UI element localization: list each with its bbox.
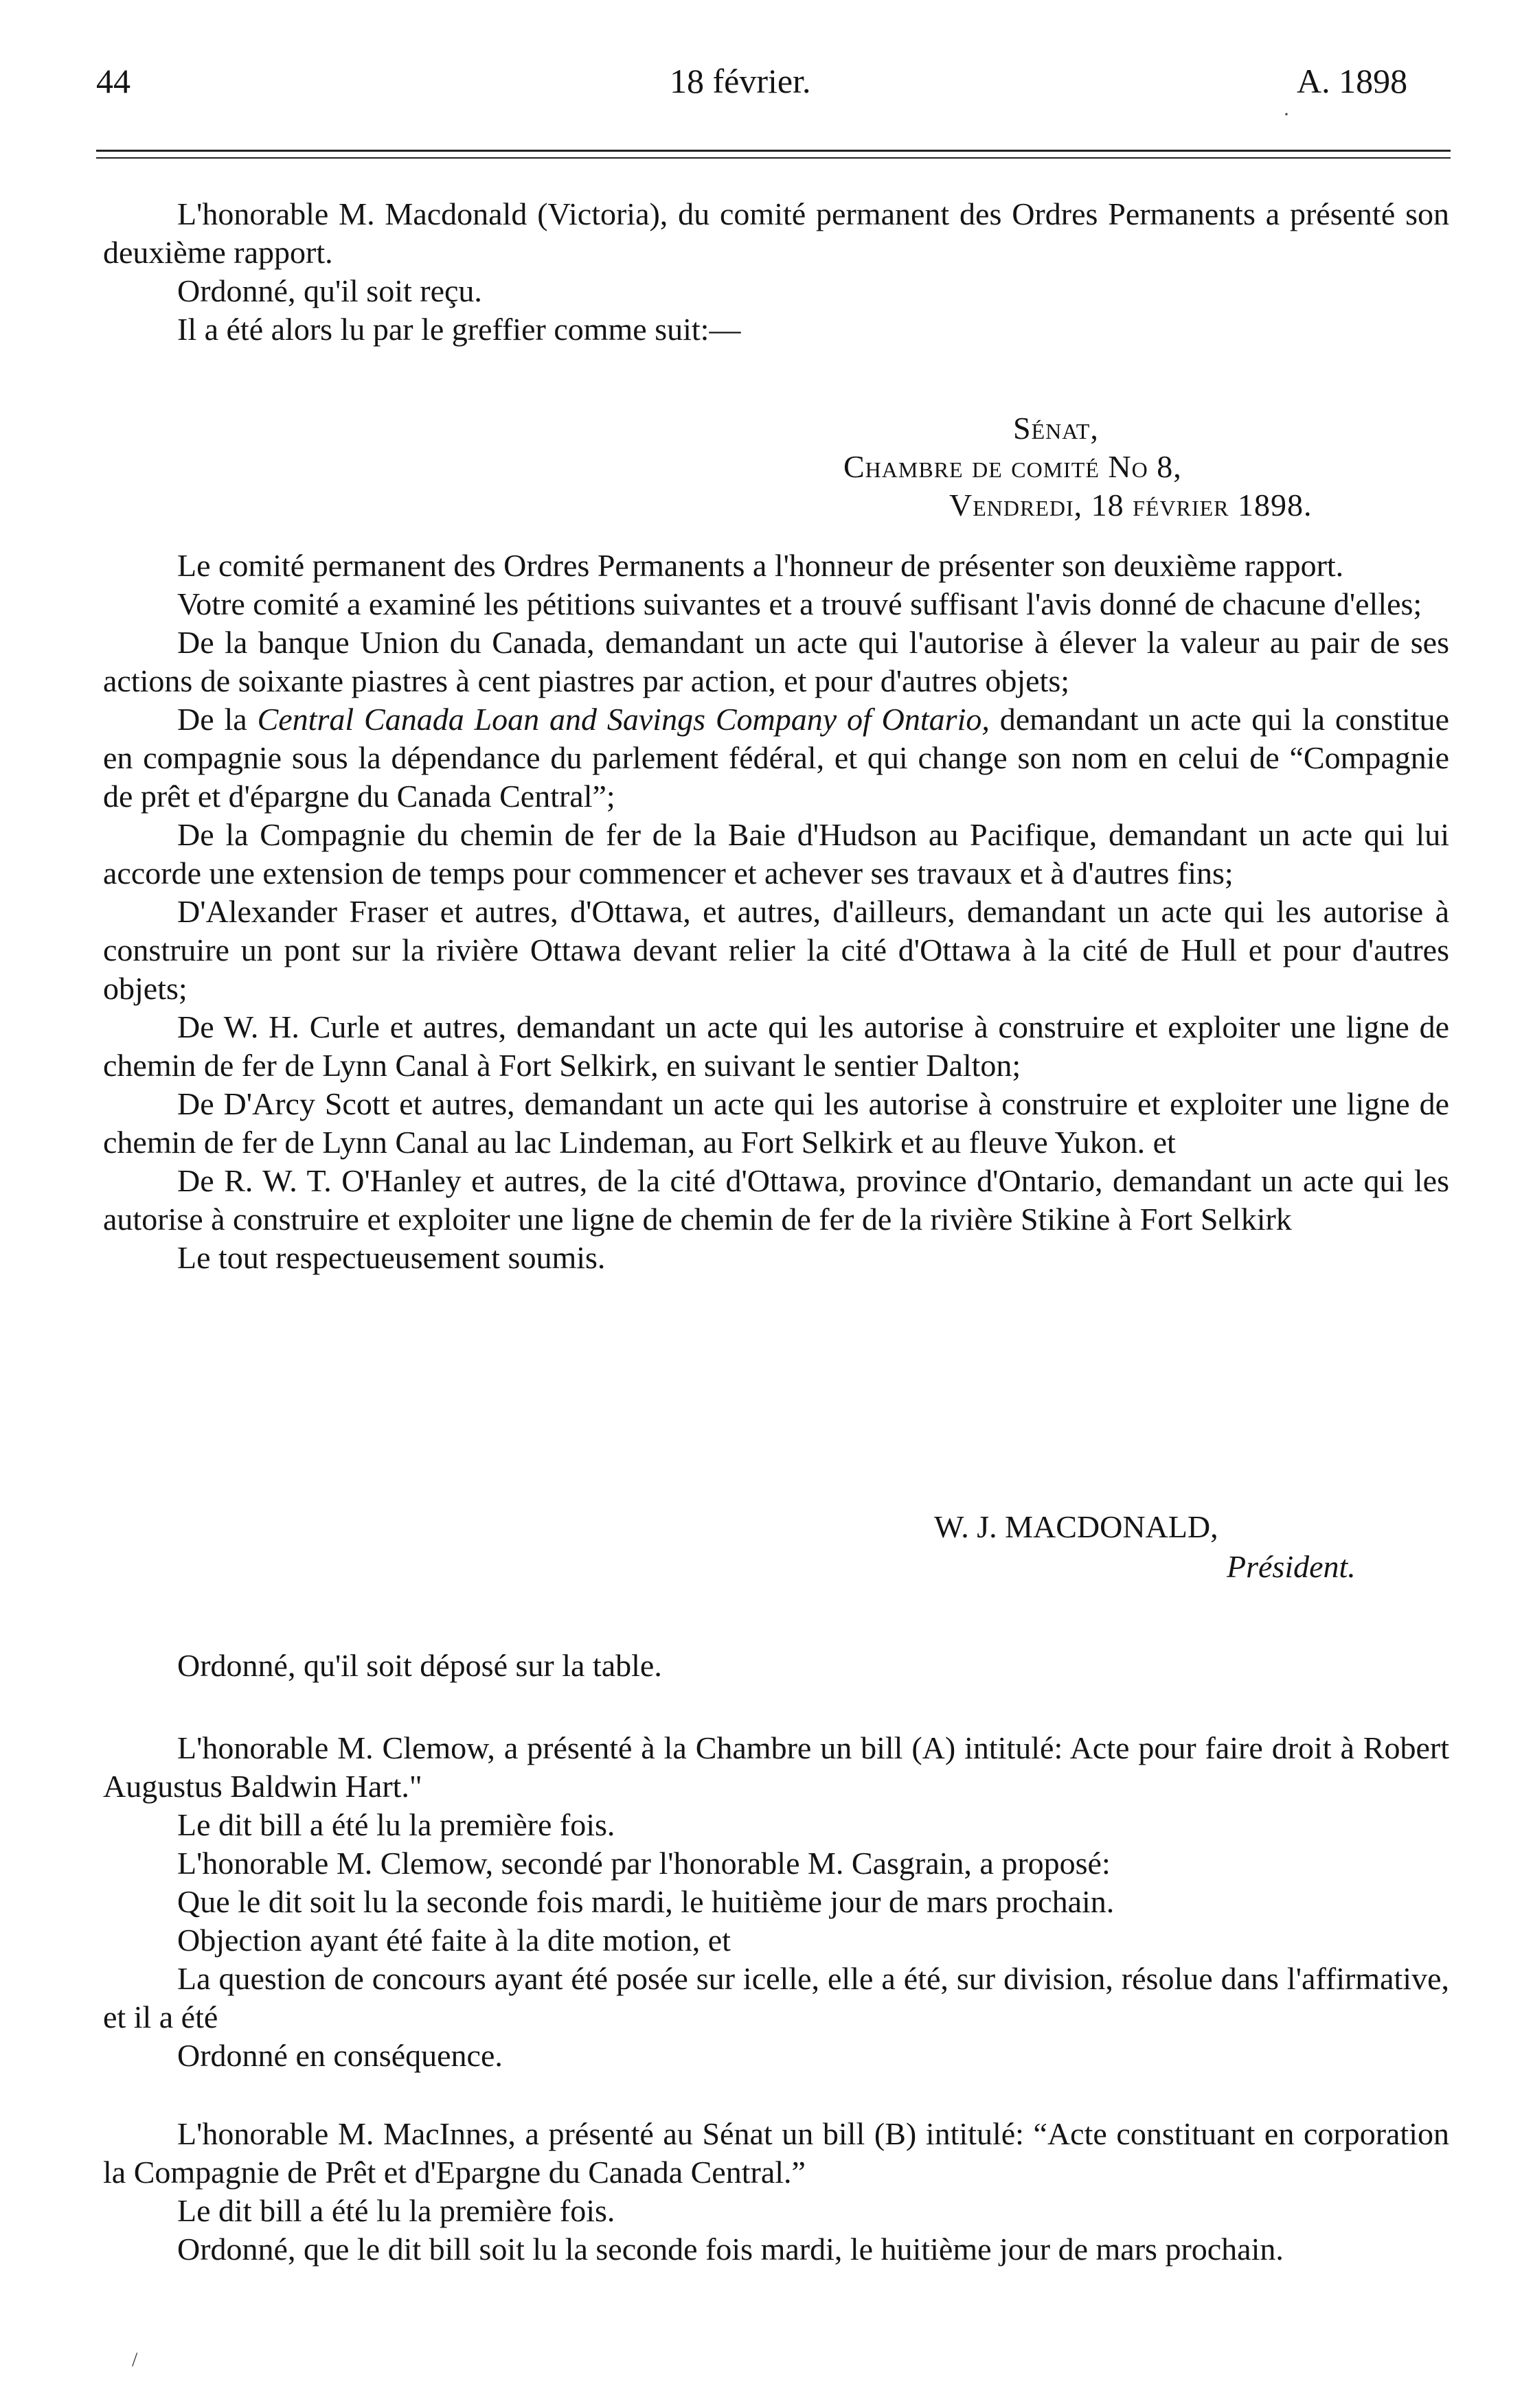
company-name-italic: Central Canada Loan and Savings Company of Ontario, (257, 702, 990, 737)
paragraph: Il a été alors lu par le greffier comme suit:— (177, 312, 741, 347)
paragraph: Le comité permanent des Ordres Permanents a l'honneur de présenter son deuxième rapport. (177, 548, 1344, 583)
stray-mark: / (132, 2348, 138, 2371)
signature-name: W. J. MACDONALD, (934, 1509, 1218, 1544)
bill-b-section (103, 2115, 1449, 2269)
paragraph: De R. W. T. O'Hanley et autres, de la cité d'Ottawa, province d'Ontario, demandant un acte qui les autorise à construire et exploiter une ligne de chemin de fer de la rivière Stikine à Fort Selkirk (103, 1163, 1449, 1237)
order-section (103, 1647, 1449, 1685)
stray-mark: · (1283, 103, 1290, 126)
opening-section (103, 195, 1449, 349)
paragraph: Ordonné, qu'il soit reçu. (177, 273, 482, 308)
paragraph: Ordonné, que le dit bill soit lu la seconde fois mardi, le huitième jour de mars prochain. (177, 2232, 1284, 2267)
page-number: 44 (96, 62, 130, 100)
dateline-senate: Sénat, (1013, 411, 1099, 446)
paragraph: Le dit bill a été lu la première fois. (177, 1807, 615, 1842)
signature-title: Président. (1227, 1549, 1356, 1584)
paragraph: Le tout respectueusement soumis. (177, 1240, 606, 1275)
text-run: demandant un acte qui la constitue en compagnie sous la dépendance du parlement fédéral, et qui change son nom en celui de “Compagnie de prêt et d'épargne du Canada Central”; (103, 702, 1449, 814)
header-rule-bottom (96, 157, 1451, 159)
paragraph: De D'Arcy Scott et autres, demandant un acte qui les autorise à construire et exploiter une ligne de chemin de fer de Lynn Canal au lac Lindeman, au Fort Selkirk et au fleuve Yukon. et (103, 1086, 1449, 1160)
paragraph: Ordonné, qu'il soit déposé sur la table. (177, 1648, 662, 1683)
running-year: A. 1898 (1297, 62, 1408, 100)
running-title-date: 18 février. (670, 62, 811, 100)
paragraph (103, 700, 1449, 816)
paragraph: Ordonné en conséquence. (177, 2038, 503, 2073)
dateline-date: Vendredi, 18 février 1898. (949, 488, 1313, 523)
paragraph: De la banque Union du Canada, demandant un acte qui l'autorise à élever la valeur au pair de ses actions de soixante piastres à cent piastres par action, et pour d'autres objets; (103, 625, 1449, 698)
committee-report (103, 547, 1449, 1277)
paragraph: Que le dit soit lu la seconde fois mardi, le huitième jour de mars prochain. (177, 1884, 1115, 1919)
bill-a-section (103, 1729, 1449, 2075)
paragraph: De la Compagnie du chemin de fer de la Baie d'Hudson au Pacifique, demandant un acte qui lui accorde une extension de temps pour commencer et achever ses travaux et à d'autres fins; (103, 817, 1449, 891)
header-rule-top (96, 150, 1451, 152)
dateline-committee-room: Chambre de comité No 8, (843, 449, 1182, 484)
paragraph: L'honorable M. Macdonald (Victoria), du comité permanent des Ordres Permanents a présenté son deuxième rapport. (103, 196, 1449, 270)
paragraph: La question de concours ayant été posée sur icelle, elle a été, sur division, résolue dans l'affirmative, et il a été (103, 1961, 1449, 2034)
paragraph: Votre comité a examiné les pétitions suivantes et a trouvé suffisant l'avis donné de chacune d'elles; (177, 586, 1422, 621)
paragraph: L'honorable M. Clemow, secondé par l'honorable M. Casgrain, a proposé: (177, 1846, 1111, 1881)
paragraph: L'honorable M. Clemow, a présenté à la Chambre un bill (A) intitulé: Acte pour faire droit à Robert Augustus Baldwin Hart." (103, 1730, 1449, 1804)
paragraph: De W. H. Curle et autres, demandant un acte qui les autorise à construire et exploiter une ligne de chemin de fer de Lynn Canal à Fort Selkirk, en suivant le sentier Dalton; (103, 1009, 1449, 1083)
paragraph: Le dit bill a été lu la première fois. (177, 2193, 615, 2228)
paragraph: D'Alexander Fraser et autres, d'Ottawa, et autres, d'ailleurs, demandant un acte qui les autorise à construire un pont sur la rivière Ottawa devant relier la cité d'Ottawa à la cité de Hull et pour d'autres objets; (103, 894, 1449, 1006)
paragraph: L'honorable M. MacInnes, a présenté au Sénat un bill (B) intitulé: “Acte constituant en corporation la Compagnie de Prêt et d'Epargne du Canada Central.” (103, 2116, 1449, 2190)
paragraph: Objection ayant été faite à la dite motion, et (177, 1923, 731, 1958)
text-run: De la (177, 702, 258, 737)
